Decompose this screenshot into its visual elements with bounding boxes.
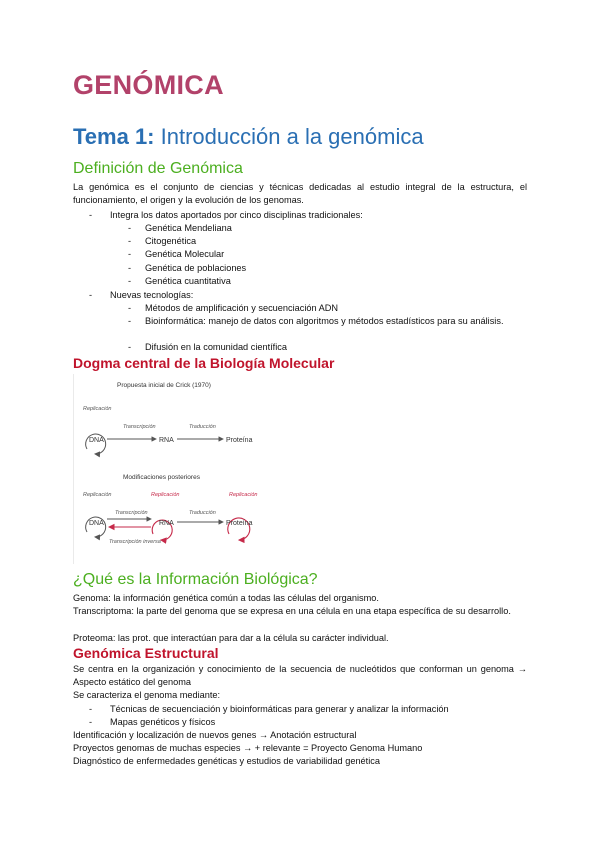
tema-number: Tema 1:: [73, 124, 155, 149]
estructural-text: Se centra en la organización y conocimiento de la secuencia de nucleótidos que conforman un genoma → Aspecto estático del genoma: [73, 664, 527, 687]
rna-label: RNA: [159, 520, 174, 527]
estructural-line: Diagnóstico de enfermedades genéticas y estudios de variabilidad genética: [73, 756, 380, 766]
list-item: Genética cuantitativa: [145, 276, 231, 286]
list-item: Integra los datos aportados por cinco disciplinas tradicionales:: [110, 210, 363, 220]
section-title: [73, 124, 424, 150]
list-item: Técnicas de secuenciación y bioinformáticas para generar y analizar la información: [110, 704, 449, 714]
diagram-bottom-title: Modificaciones posteriores: [123, 474, 200, 481]
bullet-dash: -: [128, 303, 132, 313]
bullet-dash: -: [128, 276, 132, 286]
replicacion-label: Replicación: [83, 492, 112, 498]
list-item: Mapas genéticos y físicos: [110, 717, 216, 727]
bullet-dash: -: [89, 704, 93, 714]
bullet-dash: -: [89, 290, 93, 300]
dogma-diagram: [73, 374, 261, 564]
estructural-line: Identificación y localización de nuevos genes → Anotación estructural: [73, 730, 357, 740]
info-line: Proteoma: las prot. que interactúan para dar a la célula su carácter individual.: [73, 633, 389, 643]
informacion-heading: ¿Qué es la Información Biológica?: [73, 571, 318, 588]
traduccion-label: Traducción: [189, 510, 216, 516]
estructural-heading: Genómica Estructural: [73, 645, 219, 661]
replicacion-label: Replicación: [151, 492, 180, 498]
dna-label: DNA: [89, 520, 104, 527]
proteina-label: Proteína: [226, 437, 253, 444]
list-item: Genética Molecular: [145, 249, 225, 259]
replicacion-label: Replicación: [229, 492, 258, 498]
bullet-dash: -: [128, 342, 132, 352]
tema-title: Introducción a la genómica: [160, 124, 424, 149]
replicacion-label: Replicación: [83, 406, 112, 412]
list-item: Nuevas tecnologías:: [110, 290, 194, 300]
estructural-line: Proyectos genomas de muchas especies → + relevante = Proyecto Genoma Humano: [73, 743, 423, 753]
list-item: Genética de poblaciones: [145, 263, 247, 273]
bullet-dash: -: [128, 236, 132, 246]
bullet-dash: -: [89, 210, 93, 220]
diagram-top-title: Propuesta inicial de Crick (1970): [117, 382, 211, 389]
bullet-dash: -: [128, 263, 132, 273]
list-item: Bioinformática: manejo de datos con algoritmos y métodos estadísticos para su análisis.: [145, 316, 504, 326]
estructural-intro: Se caracteriza el genoma mediante:: [73, 690, 221, 700]
transcripcion-label: Transcripción: [123, 424, 156, 430]
bullet-dash: -: [89, 717, 93, 727]
dogma-heading: Dogma central de la Biología Molecular: [73, 355, 335, 371]
proteina-label: Proteína: [226, 520, 253, 527]
bullet-dash: -: [128, 249, 132, 259]
rna-label: RNA: [159, 437, 174, 444]
bullet-dash: -: [128, 316, 132, 326]
dna-label: DNA: [89, 437, 104, 444]
transcripcion-inversa-label: [109, 539, 161, 545]
list-item: Genética Mendeliana: [145, 223, 232, 233]
page-title: GENÓMICA: [73, 70, 224, 100]
definicion-text: La genómica es el conjunto de ciencias y técnicas dedicadas al estudio integral de la estructura, el funcionamiento, el origen y la evolución de los genomas.: [73, 182, 527, 205]
transcripcion-label: Transcripción: [115, 510, 148, 516]
list-item: Métodos de amplificación y secuenciación ADN: [145, 303, 339, 313]
traduccion-label: Traducción: [189, 424, 216, 430]
list-item: Difusión en la comunidad científica: [145, 342, 287, 352]
bullet-dash: -: [128, 223, 132, 233]
info-line: Transcriptoma: la parte del genoma que se expresa en una célula en una etapa específica de su desarrollo.: [73, 606, 511, 616]
info-line: Genoma: la información genética común a todas las células del organismo.: [73, 593, 379, 603]
transcripcion-inversa-label: Transcripción inversa: [109, 539, 161, 545]
definicion-heading: Definición de Genómica: [73, 160, 243, 177]
list-item: Citogenética: [145, 236, 197, 246]
